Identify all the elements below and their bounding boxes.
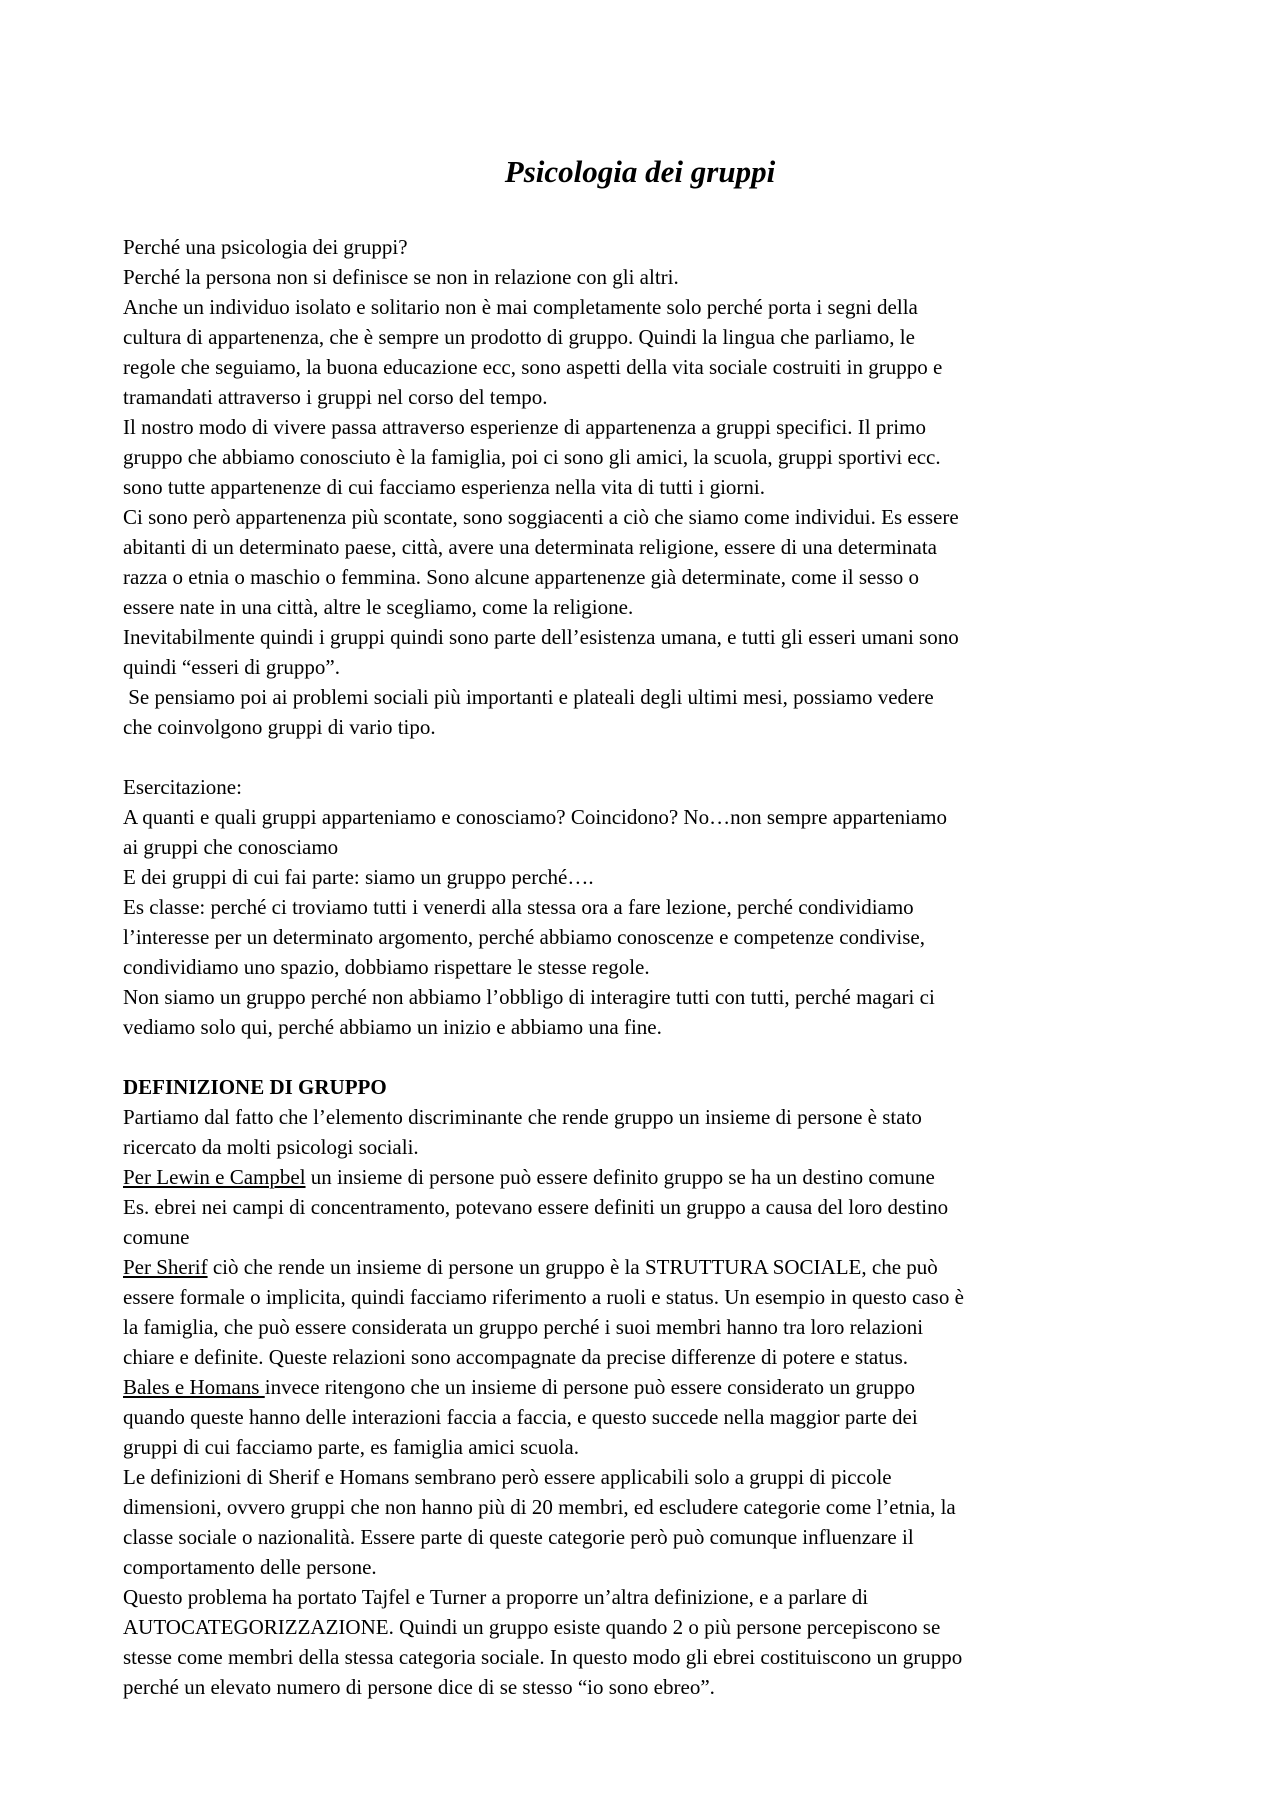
text-line: comune: [123, 1225, 190, 1249]
text-line: ricercato da molti psicologi sociali.: [123, 1135, 419, 1159]
text-fragment: un insieme di persone può essere definito gruppo se ha un destino comune: [305, 1165, 935, 1189]
text-line: gruppi di cui facciamo parte, es famiglia amici scuola.: [123, 1435, 579, 1459]
text-line: classe sociale o nazionalità. Essere parte di queste categorie però può comunque influenzare il: [123, 1525, 914, 1549]
text-line: ai gruppi che conosciamo: [123, 835, 339, 859]
text-line: comportamento delle persone.: [123, 1555, 377, 1579]
text-line: Se pensiamo poi ai problemi sociali più importanti e plateali degli ultimi mesi, possiamo vedere: [123, 685, 934, 709]
author-reference: Per Lewin e Campbel: [123, 1165, 306, 1189]
text-line: Perché la persona non si definisce se non in relazione con gli altri.: [123, 265, 679, 289]
text-line: E dei gruppi di cui fai parte: siamo un gruppo perché….: [123, 865, 594, 889]
text-fragment: invece ritengono che un insieme di persone può essere considerato un gruppo: [264, 1375, 915, 1399]
text-line: sono tutte appartenenze di cui facciamo esperienza nella vita di tutti i giorni.: [123, 475, 766, 499]
text-line: Es. ebrei nei campi di concentramento, potevano essere definiti un gruppo a causa del loro destino: [123, 1195, 949, 1219]
text-line: Le definizioni di Sherif e Homans sembrano però essere applicabili solo a gruppi di piccole: [123, 1465, 892, 1489]
text-line: [123, 1372, 1183, 1402]
text-line: AUTOCATEGORIZZAZIONE. Quindi un gruppo esiste quando 2 o più persone percepiscono se: [123, 1615, 941, 1639]
text-line: essere nate in una città, altre le scegliamo, come la religione.: [123, 595, 634, 619]
text-line: tramandati attraverso i gruppi nel corso del tempo.: [123, 385, 548, 409]
text-line: Es classe: perché ci troviamo tutti i venerdi alla stessa ora a fare lezione, perché condividiamo: [123, 895, 914, 919]
text-fragment: ciò che rende un insieme di persone un gruppo è la STRUTTURA SOCIALE, che può: [207, 1255, 938, 1279]
text-line: Partiamo dal fatto che l’elemento discriminante che rende gruppo un insieme di persone è stato: [123, 1105, 922, 1129]
document-title: Psicologia dei gruppi: [504, 154, 776, 189]
text-line: l’interesse per un determinato argomento, perché abbiamo conoscenze e competenze condivise,: [123, 925, 925, 949]
text-line: gruppo che abbiamo conosciuto è la famiglia, poi ci sono gli amici, la scuola, gruppi sportivi ecc.: [123, 445, 941, 469]
text-line: stesse come membri della stessa categoria sociale. In questo modo gli ebrei costituiscono un gruppo: [123, 1645, 963, 1669]
text-line: Il nostro modo di vivere passa attraverso esperienze di appartenenza a gruppi specifici. Il primo: [123, 415, 926, 439]
text-line: vediamo solo qui, perché abbiamo un inizio e abbiamo una fine.: [123, 1015, 662, 1039]
paragraph-gap: [123, 742, 1183, 772]
text-line: Inevitabilmente quindi i gruppi quindi sono parte dell’esistenza umana, e tutti gli esseri umani sono: [123, 625, 959, 649]
text-line: A quanti e quali gruppi apparteniamo e conosciamo? Coincidono? No…non sempre apparteniamo: [123, 805, 948, 829]
text-line: Anche un individuo isolato e solitario non è mai completamente solo perché porta i segni della: [123, 295, 918, 319]
text-line: la famiglia, che può essere considerata un gruppo perché i suoi membri hanno tra loro relazioni: [123, 1315, 924, 1339]
paragraph-gap: [123, 1042, 1183, 1072]
section-heading: DEFINIZIONE DI GRUPPO: [123, 1075, 387, 1099]
text-line: regole che seguiamo, la buona educazione ecc, sono aspetti della vita sociale costruiti in gruppo e: [123, 355, 943, 379]
author-reference: Per Sherif: [123, 1255, 208, 1279]
text-line: quindi “esseri di gruppo”.: [123, 655, 340, 679]
text-line: che coinvolgono gruppi di vario tipo.: [123, 715, 436, 739]
text-line: abitanti di un determinato paese, città, avere una determinata religione, essere di una determinata: [123, 535, 937, 559]
text-line: Questo problema ha portato Tajfel e Turner a proporre un’altra definizione, e a parlare di: [123, 1585, 869, 1609]
text-line: perché un elevato numero di persone dice di se stesso “io sono ebreo”.: [123, 1675, 715, 1699]
author-reference: Bales e Homans: [123, 1375, 265, 1399]
text-line: dimensioni, ovvero gruppi che non hanno più di 20 membri, ed escludere categorie come l’etnia, la: [123, 1495, 956, 1519]
text-line: chiare e definite. Queste relazioni sono accompagnate da precise differenze di potere e status.: [123, 1345, 908, 1369]
text-line: quando queste hanno delle interazioni faccia a faccia, e questo succede nella maggior parte dei: [123, 1405, 918, 1429]
text-line: essere formale o implicita, quindi facciamo riferimento a ruoli e status. Un esempio in questo caso è: [123, 1285, 964, 1309]
text-line: Ci sono però appartenenza più scontate, sono soggiacenti a ciò che siamo come individui. Es essere: [123, 505, 959, 529]
document-body: [123, 232, 1183, 1702]
text-line: razza o etnia o maschio o femmina. Sono alcune appartenenze già determinate, come il sesso o: [123, 565, 919, 589]
text-line: condividiamo uno spazio, dobbiamo rispettare le stesse regole.: [123, 955, 650, 979]
text-line: cultura di appartenenza, che è sempre un prodotto di gruppo. Quindi la lingua che parliamo, le: [123, 325, 915, 349]
text-line: [123, 1162, 1183, 1192]
text-line: Perché una psicologia dei gruppi?: [123, 235, 408, 259]
text-line: Esercitazione:: [123, 775, 242, 799]
text-line: Non siamo un gruppo perché non abbiamo l’obbligo di interagire tutti con tutti, perché magari ci: [123, 985, 935, 1009]
text-line: [123, 1252, 1183, 1282]
